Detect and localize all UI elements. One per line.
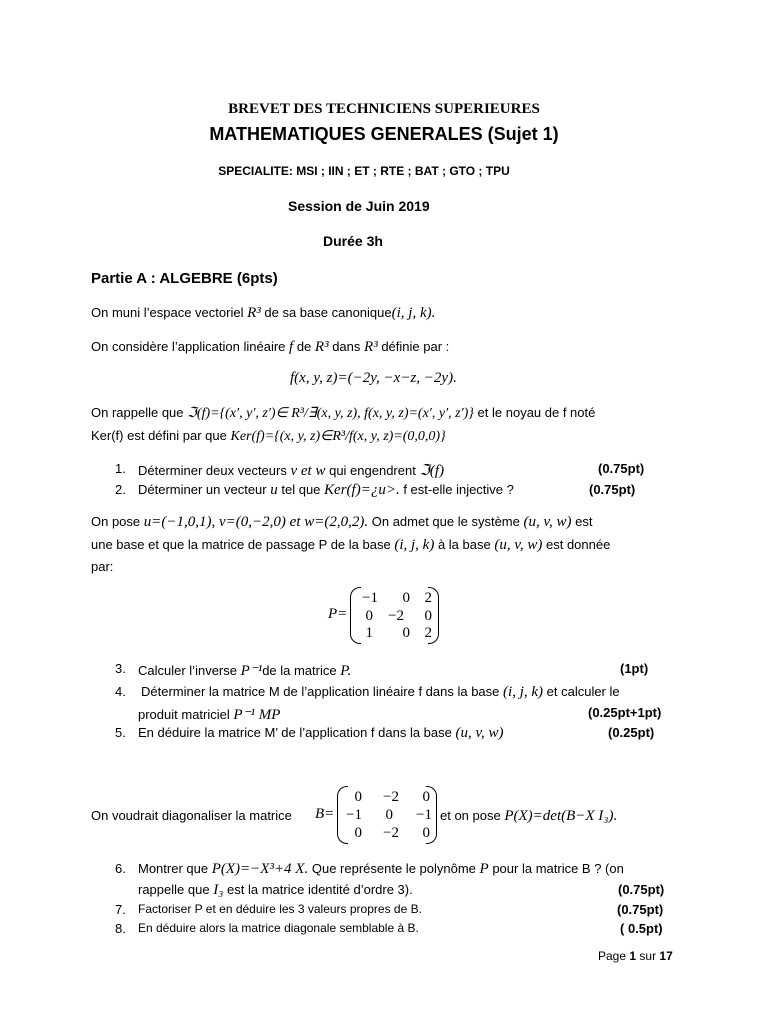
- q5-number: 5.: [115, 725, 126, 740]
- q4-math: P⁻¹ MP: [233, 707, 281, 723]
- q6-i3: I₃: [213, 882, 224, 898]
- q1-label: Déterminer deux vecteurs: [138, 463, 287, 478]
- matrix-p-label: P=: [328, 606, 348, 622]
- q3-number: 3.: [115, 661, 126, 676]
- p2-dans: dans: [332, 339, 361, 354]
- p3-image-def: ℑ(f)={(x′, y′, z′)∈ R³/∃(x, y, z), f(x, y, z)=(x′, y′, z′)}: [187, 406, 474, 421]
- specialite: SPECIALITE: MSI ; IIN ; ET ; RTE ; BAT ; GTO ; TPU: [218, 164, 510, 178]
- p2-def: définie par :: [381, 339, 450, 354]
- q1-math2: ℑ(f): [419, 463, 445, 479]
- diag-text1: On voudrait diagonaliser la matrice: [91, 808, 292, 823]
- p1-math-r3: R³: [247, 305, 261, 321]
- q7-number: 7.: [115, 902, 126, 917]
- page-number: [598, 949, 673, 963]
- p2-r3b: R³: [364, 339, 378, 355]
- q4-line2: [138, 705, 280, 724]
- page-current: 1: [629, 949, 637, 963]
- q5-uvw: (u, v, w): [455, 725, 504, 741]
- matrix-cell: −1: [346, 807, 362, 823]
- q4-number: 4.: [115, 684, 126, 699]
- q4-ijk: (i, j, k): [503, 684, 544, 700]
- q4-line2-label: produit matriciel: [138, 707, 230, 722]
- p2-de: de: [296, 339, 312, 354]
- paragraph-6: par:: [91, 559, 114, 574]
- q6-p: P: [479, 861, 489, 877]
- q2-label: Déterminer un vecteur: [138, 482, 267, 497]
- matrix-cell: −2: [383, 789, 399, 805]
- matrix-cell: 0: [422, 825, 430, 841]
- p1-text: On muni l’espace vectoriel: [91, 305, 244, 320]
- q4-label: Déterminer la matrice M de l’application linéaire f dans la base: [141, 684, 500, 699]
- page-sur: sur: [639, 949, 657, 963]
- matrix-cell: 0: [385, 807, 393, 823]
- p4-vectors: u=(−1,0,1), v=(0,−2,0) et w=(2,0,2).: [143, 514, 369, 530]
- q3-text: [138, 661, 351, 680]
- matrix-cell: −2: [383, 825, 399, 841]
- p5-text3: est donnée: [546, 537, 611, 552]
- p3-ker-def: Ker(f)={(x, y, z)∈R³/f(x, y, z)=(0,0,0)}: [230, 429, 446, 444]
- q2-text: [138, 482, 514, 499]
- q1-number: 1.: [115, 461, 126, 476]
- p2-f: f: [289, 339, 294, 355]
- q2-u: u: [270, 482, 278, 498]
- paragraph-4: [91, 514, 593, 531]
- p4-est: est: [575, 514, 593, 529]
- q2-label3: f est-elle injective ?: [403, 482, 514, 497]
- q5-text: [138, 725, 504, 742]
- p5-uvw: (u, v, w): [494, 537, 543, 553]
- paragraph-3-line2: [91, 428, 446, 445]
- q6-points: (0.75pt): [618, 882, 665, 897]
- q6-label3: pour la matrice B ? (on: [492, 861, 624, 876]
- p3-text3: Ker(f) est défini par que: [91, 428, 227, 443]
- q3-label: Calculer l’inverse: [138, 663, 237, 678]
- p1-text2: de sa base canonique: [264, 305, 392, 320]
- matrix-cell: 0: [422, 789, 430, 805]
- p1-math-basis: (i, j, k).: [391, 305, 436, 321]
- paragraph-3-line1: [91, 405, 595, 422]
- q2-points: (0.75pt): [589, 482, 636, 497]
- p3-text1: On rappelle que: [91, 405, 184, 420]
- matrix-b-label: B=: [315, 806, 335, 822]
- matrix-cell: 1: [365, 625, 373, 641]
- p4-uvw: (u, v, w): [523, 514, 572, 530]
- matrix-cell: 0: [402, 590, 410, 606]
- p2-r3a: R³: [314, 339, 329, 355]
- q6-label: Montrer que: [138, 861, 209, 876]
- q7-points: (0.75pt): [617, 902, 664, 917]
- section-heading: Partie A : ALGEBRE (6pts): [91, 270, 278, 287]
- q5-label: En déduire la matrice M’ de l’application f dans la base: [138, 725, 452, 740]
- matrix-cell: −1: [416, 807, 432, 823]
- matrix-cell: 0: [365, 608, 373, 624]
- q7-text: Factoriser P et en déduire les 3 valeurs propres de B.: [138, 902, 422, 916]
- q2-number: 2.: [115, 482, 126, 497]
- p2-text: On considère l’application linéaire: [91, 339, 286, 354]
- p3-text2: et le noyau de f noté: [477, 405, 596, 420]
- matrix-cell: 2: [424, 625, 432, 641]
- q2-label2: tel que: [281, 482, 321, 497]
- q4-label2: et calculer le: [546, 684, 620, 699]
- q6-label2: Que représente le polynôme: [311, 861, 476, 876]
- q3-math: P⁻¹: [240, 663, 263, 679]
- diag-math: P(X)=det(B−X I₃).: [504, 808, 618, 824]
- q3-math2: P.: [340, 663, 352, 679]
- q4-points: (0.25pt+1pt): [588, 705, 662, 720]
- formula-f: f(x, y, z)=(−2y, −x−z, −2y).: [290, 370, 457, 386]
- q8-points: ( 0.5pt): [620, 921, 663, 936]
- q5-points: (0.25pt): [608, 725, 655, 740]
- q6-line2: [138, 882, 413, 899]
- q4-text: [141, 684, 620, 701]
- q1-label2: qui engendrent: [329, 463, 416, 478]
- diag-label2: et on pose: [440, 808, 501, 823]
- matrix-cell: 0: [424, 608, 432, 624]
- page-title: MATHEMATIQUES GENERALES (Sujet 1): [209, 124, 559, 144]
- q1-points: (0.75pt): [598, 461, 645, 476]
- q6-math: P(X)=−X³+4 X.: [211, 861, 309, 877]
- paragraph-1: [91, 305, 435, 322]
- q8-number: 8.: [115, 921, 126, 936]
- p4-text2: On admet que le système: [371, 514, 520, 529]
- matrix-cell: −2: [388, 608, 404, 624]
- q6-line2-label: rappelle que: [138, 882, 210, 897]
- duree: Durée 3h: [323, 233, 383, 249]
- p5-text2: à la base: [437, 537, 491, 552]
- q1-text: [138, 461, 444, 480]
- paragraph-5: [91, 537, 610, 554]
- page-prefix: Page: [598, 949, 627, 963]
- paragraph-2: [91, 339, 449, 356]
- q8-text: En déduire alors la matrice diagonale semblable à B.: [138, 921, 419, 935]
- session: Session de Juin 2019: [288, 198, 430, 214]
- q3-label2: de la matrice: [262, 663, 337, 678]
- p5-ijk: (i, j, k): [394, 537, 435, 553]
- q3-points: (1pt): [620, 661, 649, 676]
- page-total: 17: [659, 949, 673, 963]
- header-line1: BREVET DES TECHNICIENS SUPERIEURES: [228, 101, 540, 117]
- q6-text: [138, 861, 624, 878]
- q6-number: 6.: [115, 861, 126, 876]
- q2-ker: Ker(f)=¿u>.: [324, 482, 400, 498]
- q1-math: v et w: [290, 463, 326, 479]
- matrix-cell: 0: [354, 825, 362, 841]
- matrix-cell: −1: [362, 590, 378, 606]
- matrix-cell: 0: [354, 789, 362, 805]
- matrix-cell: 2: [424, 590, 432, 606]
- p5-text1: une base et que la matrice de passage P de la base: [91, 537, 391, 552]
- q6-line2-label2: est la matrice identité d’ordre 3).: [227, 882, 413, 897]
- p4-text1: On pose: [91, 514, 141, 529]
- matrix-cell: 0: [402, 625, 410, 641]
- diag-text2: [440, 808, 617, 825]
